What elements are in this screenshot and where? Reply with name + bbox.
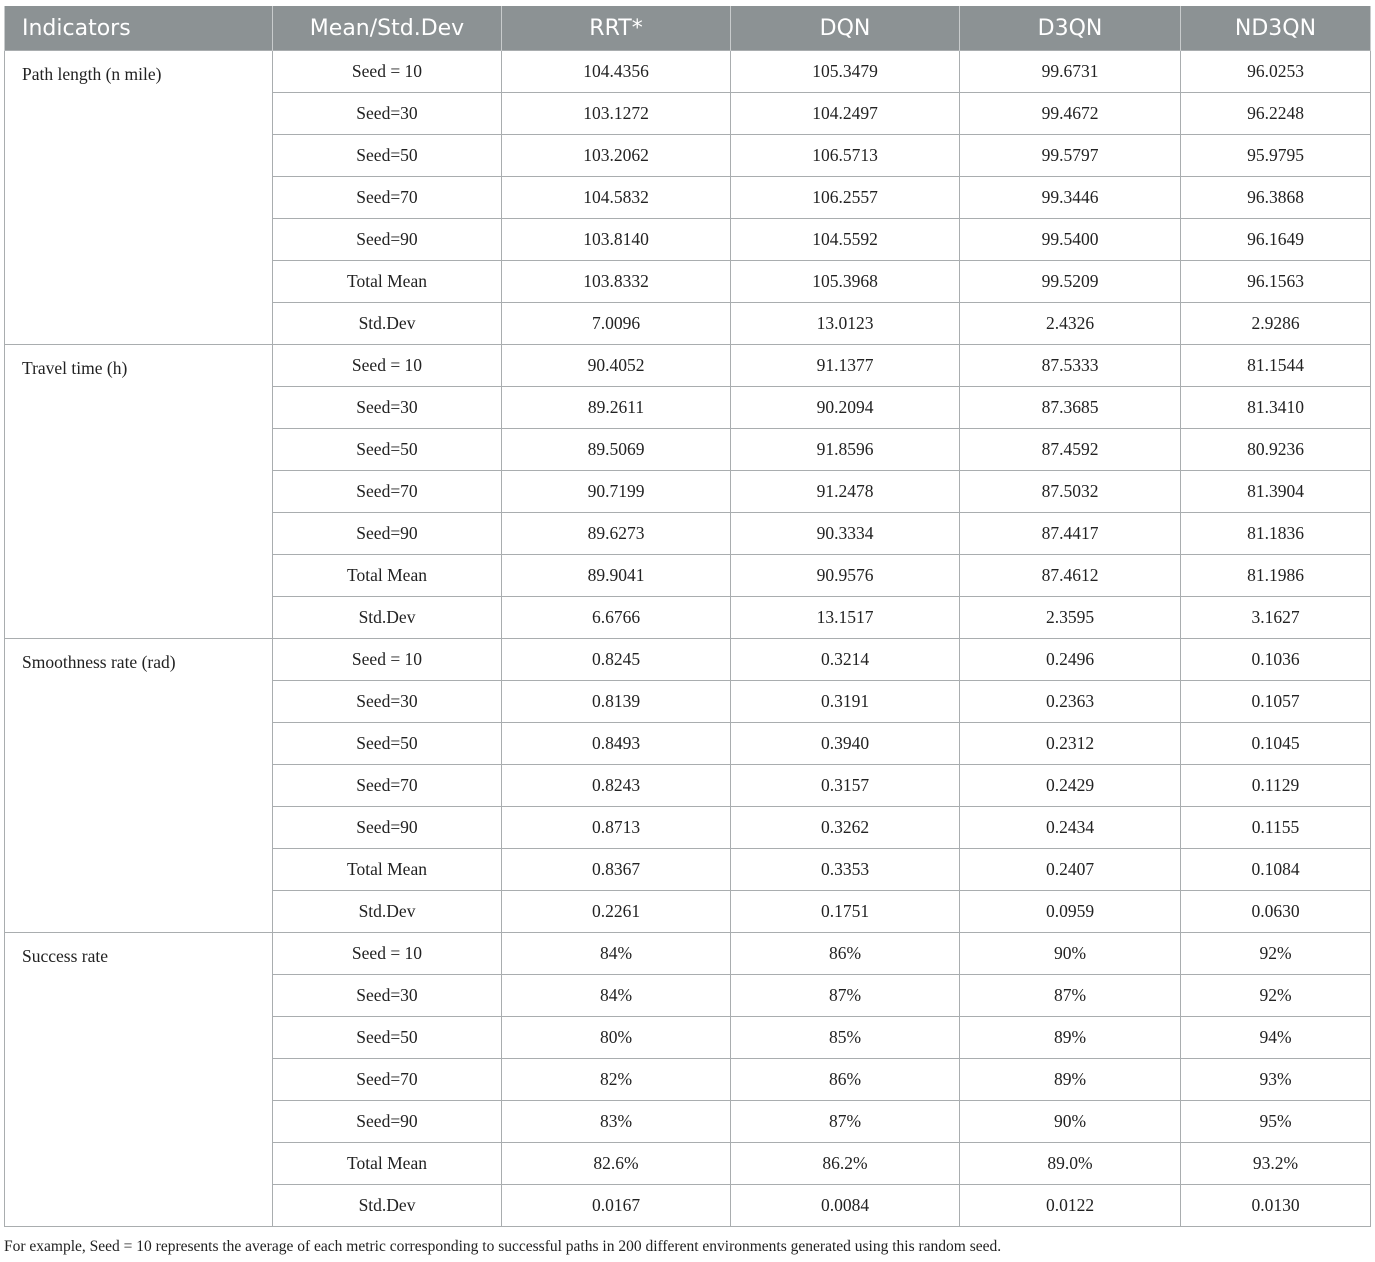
value-cell: 0.8713 — [502, 807, 731, 849]
row-label-cell: Seed=50 — [273, 1017, 502, 1059]
value-cell: 95.9795 — [1181, 135, 1371, 177]
value-cell: 2.9286 — [1181, 303, 1371, 345]
value-cell: 86.2% — [731, 1143, 960, 1185]
table-row — [5, 933, 1371, 975]
value-cell: 3.1627 — [1181, 597, 1371, 639]
column-header-mean-std: Mean/Std.Dev — [273, 6, 502, 51]
value-cell: 80.9236 — [1181, 429, 1371, 471]
value-cell: 104.5832 — [502, 177, 731, 219]
row-label-cell: Std.Dev — [273, 1185, 502, 1227]
value-cell: 91.1377 — [731, 345, 960, 387]
value-cell: 81.3904 — [1181, 471, 1371, 513]
value-cell: 13.0123 — [731, 303, 960, 345]
row-label-cell: Seed=30 — [273, 93, 502, 135]
value-cell: 0.3940 — [731, 723, 960, 765]
value-cell: 82.6% — [502, 1143, 731, 1185]
value-cell: 83% — [502, 1101, 731, 1143]
value-cell: 87.4612 — [960, 555, 1181, 597]
row-label-cell: Seed=30 — [273, 387, 502, 429]
value-cell: 0.2434 — [960, 807, 1181, 849]
value-cell: 0.0122 — [960, 1185, 1181, 1227]
indicator-cell: Smoothness rate (rad) — [5, 639, 273, 933]
row-label-cell: Total Mean — [273, 1143, 502, 1185]
row-label-cell: Seed=30 — [273, 975, 502, 1017]
row-label-cell: Seed=90 — [273, 807, 502, 849]
value-cell: 89% — [960, 1059, 1181, 1101]
row-label-cell: Seed=50 — [273, 135, 502, 177]
row-label-cell: Seed=90 — [273, 219, 502, 261]
row-label-cell: Std.Dev — [273, 891, 502, 933]
value-cell: 89.0% — [960, 1143, 1181, 1185]
value-cell: 0.1045 — [1181, 723, 1371, 765]
table-row — [5, 51, 1371, 93]
value-cell: 82% — [502, 1059, 731, 1101]
value-cell: 89.6273 — [502, 513, 731, 555]
row-label-cell: Total Mean — [273, 849, 502, 891]
value-cell: 81.1986 — [1181, 555, 1371, 597]
value-cell: 0.0167 — [502, 1185, 731, 1227]
row-label-cell: Seed=90 — [273, 513, 502, 555]
value-cell: 99.5797 — [960, 135, 1181, 177]
value-cell: 91.2478 — [731, 471, 960, 513]
value-cell: 87.4592 — [960, 429, 1181, 471]
value-cell: 0.1155 — [1181, 807, 1371, 849]
value-cell: 86% — [731, 1059, 960, 1101]
row-label-cell: Seed=70 — [273, 765, 502, 807]
value-cell: 0.1129 — [1181, 765, 1371, 807]
value-cell: 0.2363 — [960, 681, 1181, 723]
column-header-indicators: Indicators — [5, 6, 273, 51]
row-label-cell: Seed = 10 — [273, 51, 502, 93]
value-cell: 90% — [960, 1101, 1181, 1143]
row-label-cell: Total Mean — [273, 261, 502, 303]
row-label-cell: Seed=30 — [273, 681, 502, 723]
value-cell: 0.2312 — [960, 723, 1181, 765]
value-cell: 96.0253 — [1181, 51, 1371, 93]
value-cell: 90.9576 — [731, 555, 960, 597]
row-label-cell: Std.Dev — [273, 597, 502, 639]
row-label-cell: Seed=50 — [273, 723, 502, 765]
value-cell: 81.3410 — [1181, 387, 1371, 429]
value-cell: 99.3446 — [960, 177, 1181, 219]
row-label-cell: Std.Dev — [273, 303, 502, 345]
value-cell: 105.3479 — [731, 51, 960, 93]
value-cell: 96.1649 — [1181, 219, 1371, 261]
value-cell: 0.8367 — [502, 849, 731, 891]
row-label-cell: Seed=70 — [273, 177, 502, 219]
value-cell: 94% — [1181, 1017, 1371, 1059]
value-cell: 0.0630 — [1181, 891, 1371, 933]
value-cell: 99.6731 — [960, 51, 1181, 93]
value-cell: 105.3968 — [731, 261, 960, 303]
indicator-cell: Path length (n mile) — [5, 51, 273, 345]
value-cell: 0.3214 — [731, 639, 960, 681]
value-cell: 90% — [960, 933, 1181, 975]
value-cell: 0.2407 — [960, 849, 1181, 891]
row-label-cell: Seed=90 — [273, 1101, 502, 1143]
value-cell: 0.2496 — [960, 639, 1181, 681]
row-label-cell: Seed=70 — [273, 1059, 502, 1101]
value-cell: 90.4052 — [502, 345, 731, 387]
results-table-container — [4, 6, 1370, 1227]
value-cell: 104.4356 — [502, 51, 731, 93]
value-cell: 99.4672 — [960, 93, 1181, 135]
value-cell: 2.4326 — [960, 303, 1181, 345]
value-cell: 99.5400 — [960, 219, 1181, 261]
value-cell: 103.2062 — [502, 135, 731, 177]
column-header-dqn: DQN — [731, 6, 960, 51]
value-cell: 0.8243 — [502, 765, 731, 807]
value-cell: 93.2% — [1181, 1143, 1371, 1185]
value-cell: 89% — [960, 1017, 1181, 1059]
value-cell: 0.1057 — [1181, 681, 1371, 723]
value-cell: 93% — [1181, 1059, 1371, 1101]
table-footnote: For example, Seed = 10 represents the average of each metric corresponding to successful paths in 200 different environments generated using this random seed. — [4, 1238, 1002, 1255]
row-label-cell: Seed = 10 — [273, 345, 502, 387]
value-cell: 89.2611 — [502, 387, 731, 429]
value-cell: 103.8332 — [502, 261, 731, 303]
value-cell: 87.5032 — [960, 471, 1181, 513]
value-cell: 0.1036 — [1181, 639, 1371, 681]
row-label-cell: Seed=50 — [273, 429, 502, 471]
value-cell: 0.2261 — [502, 891, 731, 933]
value-cell: 84% — [502, 975, 731, 1017]
value-cell: 104.2497 — [731, 93, 960, 135]
value-cell: 0.1084 — [1181, 849, 1371, 891]
value-cell: 0.3191 — [731, 681, 960, 723]
row-label-cell: Seed=70 — [273, 471, 502, 513]
value-cell: 103.1272 — [502, 93, 731, 135]
value-cell: 85% — [731, 1017, 960, 1059]
value-cell: 0.3353 — [731, 849, 960, 891]
header-row — [5, 6, 1371, 51]
value-cell: 84% — [502, 933, 731, 975]
value-cell: 91.8596 — [731, 429, 960, 471]
value-cell: 103.8140 — [502, 219, 731, 261]
value-cell: 87.5333 — [960, 345, 1181, 387]
value-cell: 89.9041 — [502, 555, 731, 597]
indicator-cell: Travel time (h) — [5, 345, 273, 639]
row-label-cell: Seed = 10 — [273, 639, 502, 681]
value-cell: 0.2429 — [960, 765, 1181, 807]
value-cell: 0.0084 — [731, 1185, 960, 1227]
value-cell: 106.5713 — [731, 135, 960, 177]
value-cell: 87% — [731, 1101, 960, 1143]
table-body — [5, 51, 1371, 1227]
value-cell: 6.6766 — [502, 597, 731, 639]
value-cell: 0.1751 — [731, 891, 960, 933]
value-cell: 13.1517 — [731, 597, 960, 639]
value-cell: 106.2557 — [731, 177, 960, 219]
value-cell: 0.3157 — [731, 765, 960, 807]
row-label-cell: Seed = 10 — [273, 933, 502, 975]
value-cell: 87% — [731, 975, 960, 1017]
value-cell: 90.2094 — [731, 387, 960, 429]
value-cell: 96.1563 — [1181, 261, 1371, 303]
value-cell: 87.3685 — [960, 387, 1181, 429]
value-cell: 90.7199 — [502, 471, 731, 513]
value-cell: 87.4417 — [960, 513, 1181, 555]
value-cell: 95% — [1181, 1101, 1371, 1143]
table-row — [5, 639, 1371, 681]
value-cell: 0.0959 — [960, 891, 1181, 933]
value-cell: 96.3868 — [1181, 177, 1371, 219]
row-label-cell: Total Mean — [273, 555, 502, 597]
value-cell: 80% — [502, 1017, 731, 1059]
value-cell: 104.5592 — [731, 219, 960, 261]
value-cell: 92% — [1181, 933, 1371, 975]
value-cell: 89.5069 — [502, 429, 731, 471]
value-cell: 0.3262 — [731, 807, 960, 849]
value-cell: 2.3595 — [960, 597, 1181, 639]
value-cell: 99.5209 — [960, 261, 1181, 303]
value-cell: 81.1544 — [1181, 345, 1371, 387]
column-header-rrt: RRT* — [502, 6, 731, 51]
column-header-nd3qn: ND3QN — [1181, 6, 1371, 51]
value-cell: 81.1836 — [1181, 513, 1371, 555]
value-cell: 7.0096 — [502, 303, 731, 345]
results-table — [4, 6, 1371, 1227]
value-cell: 86% — [731, 933, 960, 975]
value-cell: 96.2248 — [1181, 93, 1371, 135]
value-cell: 0.8245 — [502, 639, 731, 681]
indicator-cell: Success rate — [5, 933, 273, 1227]
table-row — [5, 345, 1371, 387]
column-header-d3qn: D3QN — [960, 6, 1181, 51]
value-cell: 0.8139 — [502, 681, 731, 723]
value-cell: 87% — [960, 975, 1181, 1017]
value-cell: 92% — [1181, 975, 1371, 1017]
value-cell: 0.0130 — [1181, 1185, 1371, 1227]
value-cell: 0.8493 — [502, 723, 731, 765]
value-cell: 90.3334 — [731, 513, 960, 555]
